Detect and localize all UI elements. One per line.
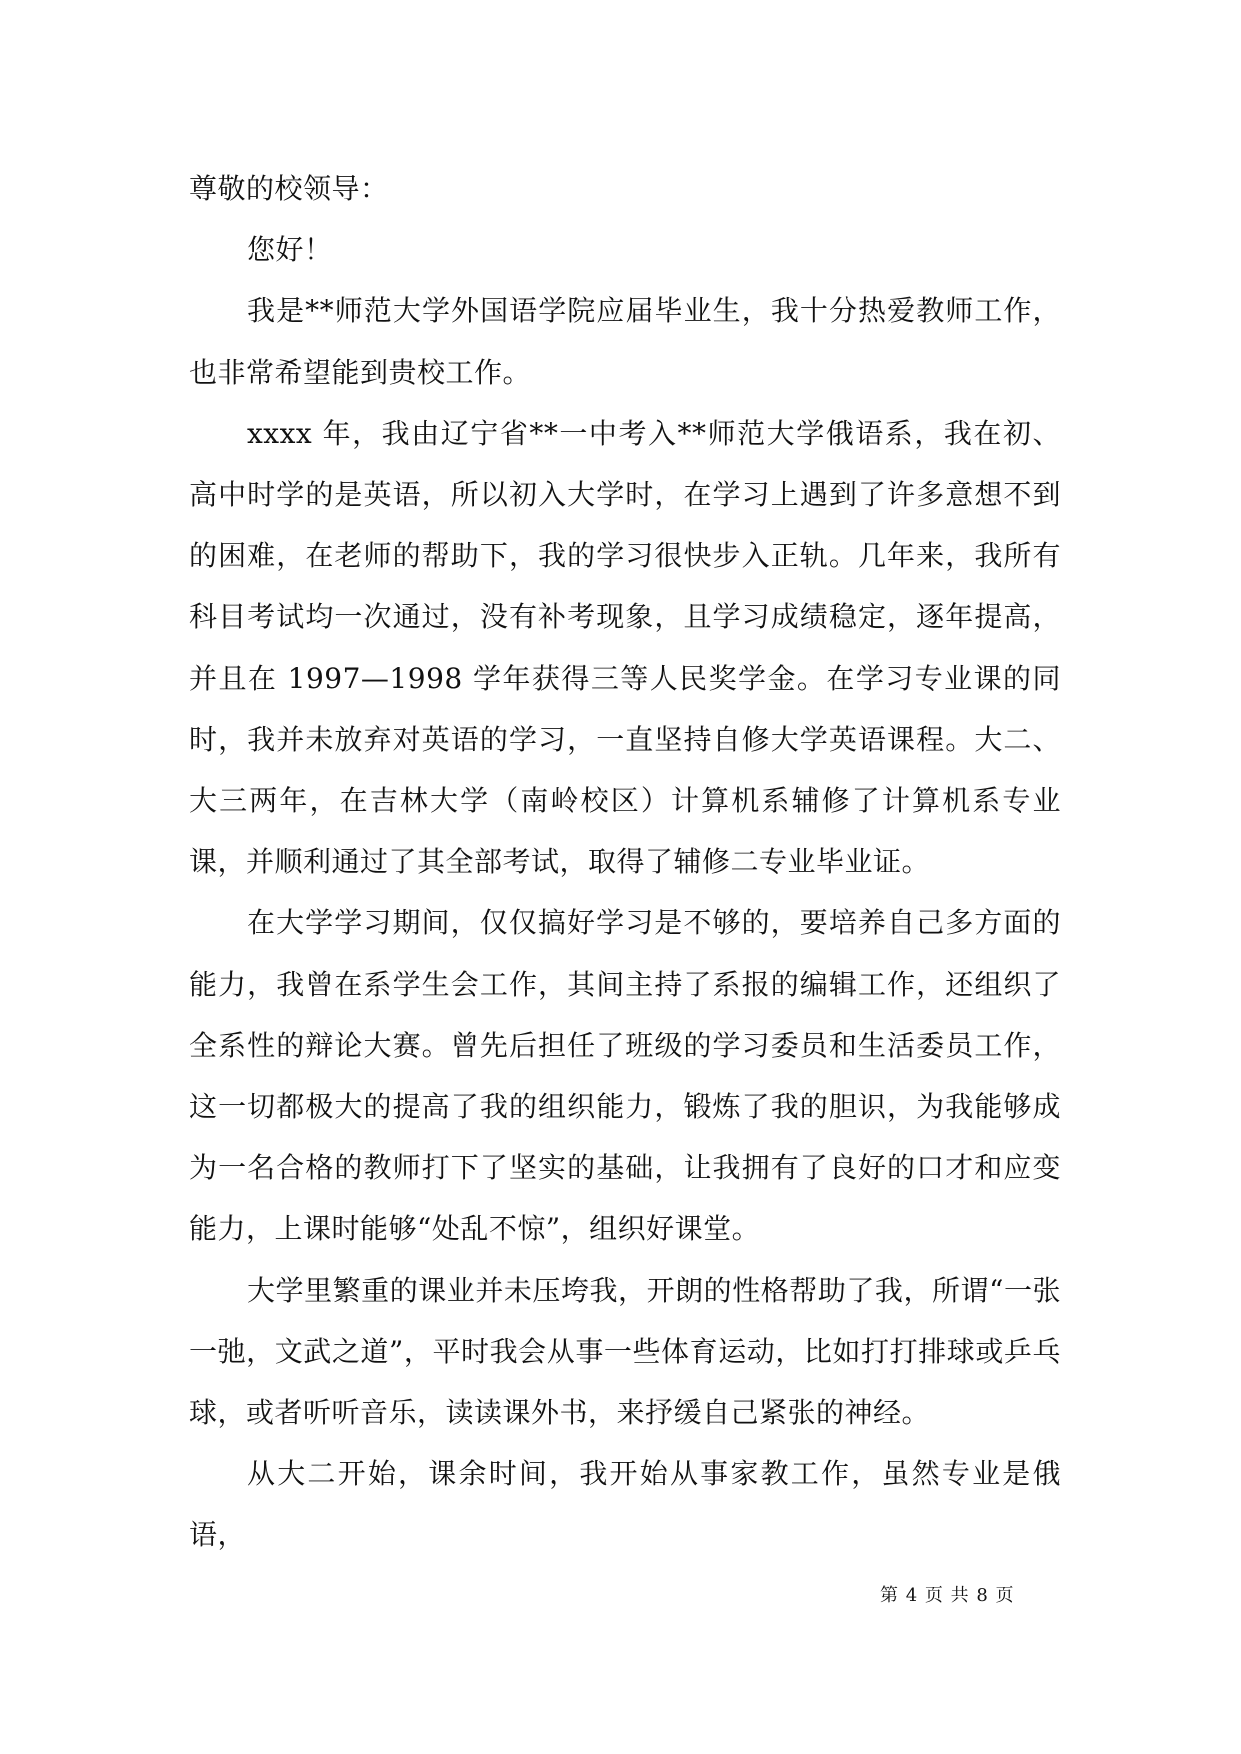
page-number-footer: 第 4 页 共 8 页 [880, 1585, 1015, 1606]
paragraph-extracurricular: 在大学学习期间，仅仅搞好学习是不够的，要培养自己多方面的能力，我曾在系学生会工作，其间主持了系报的编辑工作，还组织了全系性的辩论大赛。曾先后担任了班级的学习委员和生活委员工作，这一切都极大的提高了我的组织能力，锻炼了我的胆识，为我能够成为一名合格的教师打下了坚实的基础，让我拥有了良好的口才和应变能力，上课时能够“处乱不惊”，组织好课堂。 [189, 906, 1061, 1246]
paragraph-academic-history: xxxx 年，我由辽宁省**一中考入**师范大学俄语系，我在初、高中时学的是英语，所以初入大学时，在学习上遇到了许多意想不到的困难，在老师的帮助下，我的学习很快步入正轨。几年来，我所有科目考试均一次通过，没有补考现象，且学习成绩稳定，逐年提高，并且在 1997—1998 学年获得三等人民奖学金。在学习专业课的同时，我并未放弃对英语的学习，一直坚持自修大学英语课程。大二、大三两年，在吉林大学（南岭校区）计算机系辅修了计算机系专业课，并顺利通过了其全部考试，取得了辅修二专业毕业证。 [189, 416, 1061, 879]
salutation: 尊敬的校领导： [189, 172, 389, 205]
greeting: 您好！ [247, 233, 333, 267]
paragraph-tutoring: 从大二开始，课余时间，我开始从事家教工作，虽然专业是俄语， [189, 1457, 1061, 1552]
paragraph-personality: 大学里繁重的课业并未压垮我，开朗的性格帮助了我，所谓“一张一弛，文武之道”，平时我会从事一些体育运动，比如打打排球或乒乓球，或者听听音乐，读读课外书，来抒缓自己紧张的神经。 [189, 1273, 1061, 1430]
paragraph-introduction: 我是**师范大学外国语学院应届毕业生，我十分热爱教师工作，也非常希望能到贵校工作。 [189, 294, 1061, 389]
letter-body [189, 158, 1061, 1566]
